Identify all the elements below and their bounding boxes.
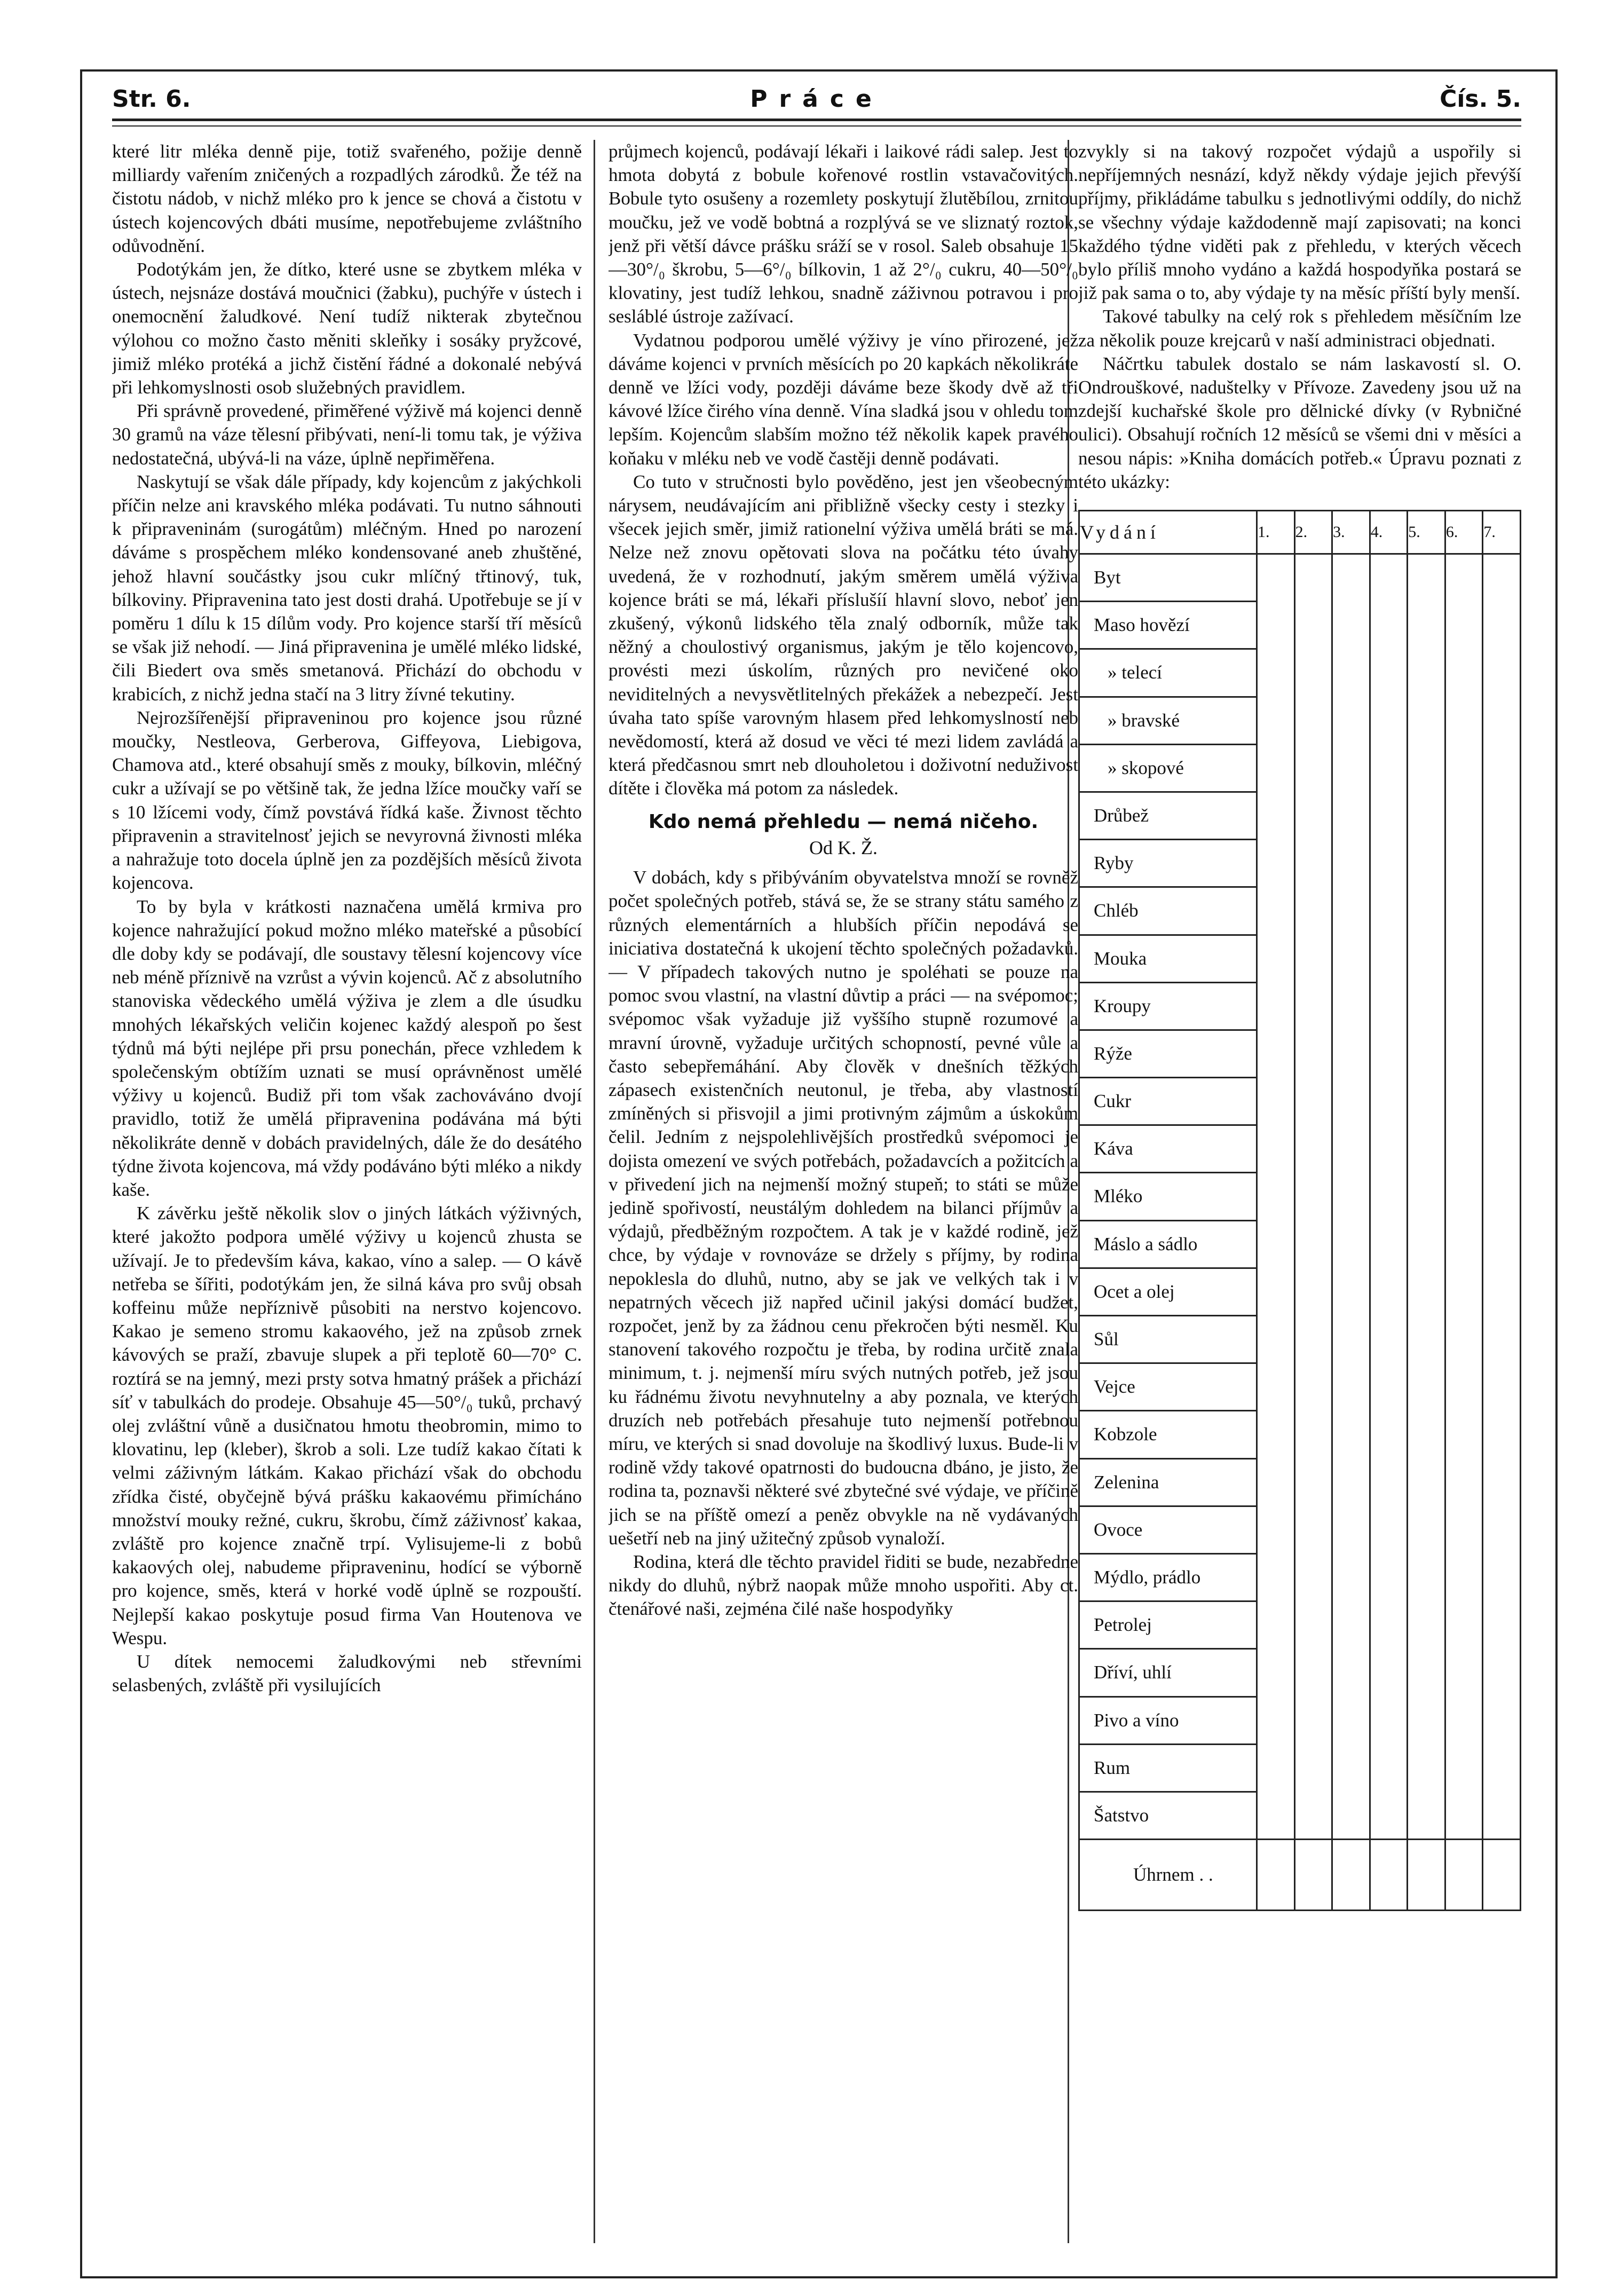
day-cell bbox=[1445, 1506, 1483, 1553]
paragraph: Podotýkám jen, že dítko, které usne se zbytkem mléka v ústech, nejsnáze dostává moučnici (žabku), puchýře v ústech i onemocnění žaludkové. Není tudíž nikterak zbytečnou výlohou co možno často měniti skleňky i sosáky pryžcové, jimiž mléko protéká a jichž čistění řádné a dokonalé nebývá při lehkomyslnosti osob služebných pravidlem. bbox=[112, 259, 582, 398]
day-cell bbox=[1332, 887, 1370, 935]
day-cell bbox=[1408, 1268, 1445, 1315]
table-row bbox=[1079, 792, 1521, 839]
paragraph: průjmech kojenců, podávají lékaři i laikové rádi salep. Jest to hmota dobytá z bobule kořenové rostlin vstavačovitých. Bobule tyto osušeny a rozemlety poskytují žlutěbílou, zrnitou moučku, jež ve vodě bobtná a rozplývá se ve sliznatý roztok, jenž při větší dávce prášku sráží se v rosol. Saleb obsahuje 15—30°/₀ škrobu, 5—6°/₀ bílkovin, 1 až 2°/₀ cukru, 40—50°/₀ klovatiny, jest tudíž lehkou, snadně záživnou potravou i pro sesláblé ústroje zažívací. bbox=[609, 141, 1078, 327]
day-cell bbox=[1257, 1030, 1295, 1077]
day-cell bbox=[1445, 1649, 1483, 1697]
day-cell bbox=[1294, 982, 1332, 1030]
day-cell bbox=[1294, 697, 1332, 744]
day-cell bbox=[1408, 1458, 1445, 1506]
day-cell bbox=[1445, 1553, 1483, 1601]
day-cell bbox=[1408, 1363, 1445, 1411]
day-cell bbox=[1483, 1411, 1521, 1458]
day-cell bbox=[1483, 1125, 1521, 1173]
table-row bbox=[1079, 1458, 1521, 1506]
day-cell bbox=[1483, 649, 1521, 697]
day-cell bbox=[1445, 602, 1483, 649]
day-cell bbox=[1483, 1601, 1521, 1649]
day-cell bbox=[1257, 840, 1295, 887]
day-cell bbox=[1332, 1363, 1370, 1411]
total-cell bbox=[1370, 1840, 1408, 1911]
day-cell bbox=[1370, 1553, 1408, 1601]
day-cell bbox=[1294, 887, 1332, 935]
day-cell bbox=[1257, 935, 1295, 982]
day-cell bbox=[1408, 1411, 1445, 1458]
day-cell bbox=[1370, 1125, 1408, 1173]
day-cell bbox=[1370, 982, 1408, 1030]
paragraph: Naskytují se však dále případy, kdy kojencům z jakýchkoli příčin nelze ani kravského mléka podávati. Tu nutno sáhnouti k připraveninám (surogátům) mléčným. Hned po narození dáváme s prospěchem mléko kondensované aneb zhuštěné, jehož hlavní součástky jsou cukr mlíčný třtinový, tuk, bílkoviny. Připravenina tato jest dosti drahá. Upotřebuje se jí v poměru 1 dílu k 15 dílům vody. Pro kojence starší tří měsíců se však již nehodí. — Jiná připravenina je umělé mléko lidské, čili Biedert ova směs smetanová. Přichází do obchodu v krabicích, z nichž jedna stačí na 3 litry žívné tekutiny. bbox=[112, 471, 582, 705]
page-number: Str. 6. bbox=[112, 85, 191, 113]
day-cell bbox=[1408, 887, 1445, 935]
day-cell bbox=[1445, 1411, 1483, 1458]
day-cell bbox=[1445, 1316, 1483, 1363]
paragraph: U dítek nemocemi žaludkovými neb střevními selasbených, zvláště při vysilujících bbox=[112, 1651, 582, 1696]
day-cell bbox=[1294, 1601, 1332, 1649]
day-cell bbox=[1370, 1173, 1408, 1220]
day-cell bbox=[1483, 1506, 1521, 1553]
day-cell bbox=[1257, 792, 1295, 839]
day-cell bbox=[1370, 1220, 1408, 1268]
day-cell bbox=[1332, 744, 1370, 792]
day-cell bbox=[1483, 792, 1521, 839]
expense-table bbox=[1078, 510, 1521, 1911]
column-rule-1 bbox=[594, 140, 595, 2243]
day-cell bbox=[1370, 1316, 1408, 1363]
expense-category: Ocet a olej bbox=[1079, 1268, 1257, 1315]
day-cell bbox=[1445, 697, 1483, 744]
day-cell bbox=[1408, 1030, 1445, 1077]
day-cell bbox=[1370, 1458, 1408, 1506]
table-row bbox=[1079, 697, 1521, 744]
day-cell bbox=[1332, 1173, 1370, 1220]
paragraph: Co tuto v stručnosti bylo pověděno, jest jen všeobecným nárysem, neudávajícím ani přibližně všecky cesty i stezky i všecek jejich směr, jimiž rationelní výživa umělá bráti se má. Nelze než znovu opětovati slova na počátku této úvahy uvedená, že v rozhodnutí, jakým směrem umělá výživa kojence bráti se má, lékaři příslušíí hlavní slovo, neboť jen zkušený, výkonů lidského těla znalý odborník, může tak něžný a choulostivý organismus, jakým je tělo kojencovo, provésti mezi úskolím, různých pro nevičené oko neviditelných a nevysvětlitelných překážek a nebezpečí. Jest úvaha tato spíše varovným hlasem před lehkomyslností neb nevědomostí, která až dosud ve věci té mezi lidem zavládá a která předčasnou smrt neb dlouholetou i doživotní neduživost dítěte i člověka má potom za následek. bbox=[609, 471, 1078, 799]
day-cell bbox=[1294, 1697, 1332, 1744]
table-row bbox=[1079, 1030, 1521, 1077]
paragraph: Nejrozšířenější připraveninou pro kojence jsou různé moučky, Nestleova, Gerberova, Giffeyova, Liebigova, Chamova atd., které obsahují směs z mouky, bílkovin, mléčný cukr a užívají se po většině tak, že jedna lžíce moučky vaří se s 10 lžícemi vody, čímž povstává řídká kaše. Živnost těchto připravenin a stravitelnosť jejich se nevyrovná živnosti mléka a nahražuje toto docela úplně jen za pozdějších měsíců života kojencova. bbox=[112, 707, 582, 894]
table-row bbox=[1079, 744, 1521, 792]
table-row bbox=[1079, 1173, 1521, 1220]
day-cell bbox=[1257, 1553, 1295, 1601]
day-cell bbox=[1257, 1268, 1295, 1315]
day-cell bbox=[1445, 744, 1483, 792]
issue-number: Čís. 5. bbox=[1440, 85, 1521, 113]
day-header: 3. bbox=[1332, 511, 1370, 554]
day-cell bbox=[1370, 554, 1408, 602]
expense-category: Pivo a víno bbox=[1079, 1697, 1257, 1744]
expense-category: Máslo a sádlo bbox=[1079, 1220, 1257, 1268]
day-cell bbox=[1408, 602, 1445, 649]
day-cell bbox=[1483, 1078, 1521, 1125]
day-cell bbox=[1408, 1506, 1445, 1553]
table-row bbox=[1079, 554, 1521, 602]
day-cell bbox=[1257, 1363, 1295, 1411]
day-cell bbox=[1294, 1268, 1332, 1315]
day-cell bbox=[1408, 840, 1445, 887]
day-cell bbox=[1257, 744, 1295, 792]
total-cell bbox=[1294, 1840, 1332, 1911]
table-row bbox=[1079, 1553, 1521, 1601]
day-cell bbox=[1294, 1078, 1332, 1125]
day-cell bbox=[1257, 1125, 1295, 1173]
expense-category: Káva bbox=[1079, 1125, 1257, 1173]
day-cell bbox=[1370, 649, 1408, 697]
expense-category: » bravské bbox=[1079, 697, 1257, 744]
day-cell bbox=[1294, 744, 1332, 792]
article-title: Kdo nemá přehledu — nemá ničeho. bbox=[648, 810, 1039, 833]
article-byline: Od K. Ž. bbox=[809, 837, 878, 858]
day-cell bbox=[1445, 1173, 1483, 1220]
total-cell bbox=[1408, 1840, 1445, 1911]
day-cell bbox=[1257, 554, 1295, 602]
day-cell bbox=[1257, 1458, 1295, 1506]
day-header: 5. bbox=[1408, 511, 1445, 554]
expense-category: » telecí bbox=[1079, 649, 1257, 697]
day-cell bbox=[1294, 1173, 1332, 1220]
day-cell bbox=[1445, 1030, 1483, 1077]
day-cell bbox=[1294, 1030, 1332, 1077]
day-cell bbox=[1445, 649, 1483, 697]
day-cell bbox=[1257, 1173, 1295, 1220]
day-cell bbox=[1408, 935, 1445, 982]
table-row bbox=[1079, 1363, 1521, 1411]
table-row bbox=[1079, 1792, 1521, 1839]
day-cell bbox=[1370, 744, 1408, 792]
day-header: 2. bbox=[1294, 511, 1332, 554]
day-cell bbox=[1483, 602, 1521, 649]
day-cell bbox=[1294, 1744, 1332, 1792]
day-cell bbox=[1408, 1078, 1445, 1125]
day-cell bbox=[1408, 1125, 1445, 1173]
expense-category: Drůbež bbox=[1079, 792, 1257, 839]
day-cell bbox=[1483, 554, 1521, 602]
day-cell bbox=[1483, 982, 1521, 1030]
expense-category: Dříví, uhlí bbox=[1079, 1649, 1257, 1697]
day-cell bbox=[1332, 1030, 1370, 1077]
day-cell bbox=[1483, 1173, 1521, 1220]
day-cell bbox=[1370, 792, 1408, 839]
day-cell bbox=[1408, 1697, 1445, 1744]
day-cell bbox=[1294, 1363, 1332, 1411]
journal-title: Práce bbox=[750, 85, 883, 113]
table-row bbox=[1079, 1506, 1521, 1553]
day-cell bbox=[1332, 935, 1370, 982]
day-cell bbox=[1370, 1649, 1408, 1697]
day-cell bbox=[1332, 1125, 1370, 1173]
day-cell bbox=[1294, 1506, 1332, 1553]
paragraph: V dobách, kdy s přibýváním obyvatelstva množí se rovněž počet společných potřeb, stává se, že se strany státu samého z různých elementárních a hlubších příčin nepodává se iniciativa dostatečná k ukojení těchto společných požadavků. — V případech takových nutno je spoléhati se pouze na pomoc svou vlastní, na vlastní důvtip a práci — na svépomoc; svépomoc však vyžaduje již vyššího stupně rozumové a mravní úrovně, vyžaduje určitých schopností, pevné vůle a často sebepřemáhání. Aby člověk v dnešních těžkých zápasech existenčních neutonul, je třeba, aby vlastností zmíněných si přisvojil a jimi protivným zájmům a úskokům čelil. Jedním z nejspolehlivějších prostředků svépomoci je dojista omezení ve svých potřebách, požadavcích a požitcích a v přivedení jich na nejmenší možný stupeň; to státi se může jedině spořivostí, neustálým dohledem na bilanci příjmův a výdajů, předběžným rozpočtem. A tak je v každé rodině, jež chce, by výdaje v rovnováze se držely s příjmy, by rodina nepoklesla do dluhů, nutno, aby se jak ve velkých tak i v nepatrných věcech již napřed učinil jakýsi domácí budžet, rozpočet, jenž by za žádnou cenu překročen býti nesměl. Ku stanovení takového rozpočtu je třeba, by rodina určitě znala minimum, t. j. nejmenší míru svých nutných potřeb, jež jsou ku řádnému životu nevyhnutelny a aby poznala, ve kterých druzích neb potřebách přesahuje tuto nejmenší potřebnou míru, ve kterých si snad dovoluje na škodlivý luxus. Bude-li v rodině vždy takové opatrnosti do budoucna dbáno, je jisto, že rodina ta, poznavši některé své zbytečné své výdaje, ve příčině jich se na příště omezí a peněz obvykle na ně vydávaných uešetří neb na jiný užitečný způsob vynaloží. bbox=[609, 867, 1078, 1549]
day-cell bbox=[1408, 982, 1445, 1030]
day-cell bbox=[1332, 1744, 1370, 1792]
day-cell bbox=[1408, 697, 1445, 744]
day-cell bbox=[1408, 1316, 1445, 1363]
day-cell bbox=[1408, 744, 1445, 792]
day-cell bbox=[1332, 649, 1370, 697]
day-cell bbox=[1257, 1316, 1295, 1363]
day-cell bbox=[1445, 887, 1483, 935]
day-cell bbox=[1370, 840, 1408, 887]
total-label: Úhrnem . . bbox=[1079, 1840, 1257, 1911]
total-row bbox=[1079, 1840, 1521, 1911]
day-cell bbox=[1257, 1601, 1295, 1649]
day-cell bbox=[1257, 1697, 1295, 1744]
day-cell bbox=[1332, 792, 1370, 839]
day-cell bbox=[1408, 554, 1445, 602]
expense-category: Rýže bbox=[1079, 1030, 1257, 1077]
expense-category: Mýdlo, prádlo bbox=[1079, 1553, 1257, 1601]
day-cell bbox=[1445, 1363, 1483, 1411]
day-cell bbox=[1370, 935, 1408, 982]
day-cell bbox=[1332, 1649, 1370, 1697]
day-cell bbox=[1483, 887, 1521, 935]
day-cell bbox=[1294, 1553, 1332, 1601]
day-header: 7. bbox=[1483, 511, 1521, 554]
day-cell bbox=[1370, 1030, 1408, 1077]
paragraph: Při správně provedené, přiměřené výživě má kojenci denně 30 gramů na váze tělesní přibývati, není-li tomu tak, je výživa nedostatečná, ubývá-li na váze, úplně nepřiměřena. bbox=[112, 400, 582, 469]
day-cell bbox=[1483, 1553, 1521, 1601]
day-cell bbox=[1408, 792, 1445, 839]
total-cell bbox=[1332, 1840, 1370, 1911]
day-cell bbox=[1332, 697, 1370, 744]
day-cell bbox=[1408, 1792, 1445, 1839]
day-cell bbox=[1445, 1220, 1483, 1268]
day-cell bbox=[1408, 1173, 1445, 1220]
expense-category: Vejce bbox=[1079, 1363, 1257, 1411]
day-cell bbox=[1408, 1220, 1445, 1268]
table-row bbox=[1079, 1316, 1521, 1363]
table-row bbox=[1079, 649, 1521, 697]
paragraph: K závěrku ještě několik slov o jiných látkách výživných, které jakožto podpora umělé výživy u kojenců zhusta se užívají. Je to především káva, kakao, víno a salep. — O kávě netřeba se šířiti, podotýkám jen, že silná káva pro svůj obsah koffeinu může nepříznivě působiti na nerstvo kojencovo. Kakao je semeno stromu kakaového, jež na způsob zrnek kávových se praží, zbavuje slupek a při teplotě 60—70° C. roztírá se na jemný, mezi prsty sotva hmatný prášek a přichází síť v tabulkách do prodeje. Obsahuje 45—50°/₀ tuků, prchavý olej zvláštní vůně a dusičnatou hmotu theobromin, mimo to klovatinu, lep (kleber), škrob a soli. Lze tudíž kakao čítati k velmi záživným látkám. Kakao přichází však do obchodu zřídka čisté, obyčejně bývá prášku kakaovému přimícháno množství mouky režné, cukru, škrobu, čímž záživnosť kakaa, zvláště pro kojence značně trpí. Vylisujeme-li z bobů kakaových olej, nabudeme připraveninu, hodící se výborně pro kojence, směs, která v horké vodě úplně se rozpouští. Nejlepší kakao poskytuje posud firma Van Houtenova ve Wespu. bbox=[112, 1203, 582, 1648]
paragraph: Vydatnou podporou umělé výživy je víno přirozené, jež dáváme kojenci v prvních měsících po 20 kapkách několikráte denně ve lžíci vody, později dáváme beze škody dvě až tři kávové lžíce čirého vína denně. Vína sladká jsou v ohledu tom lepším. Kojencům slabším možno též několik kapek pravého koňaku v mléku neb ve vodě častěji denně podávati. bbox=[609, 329, 1078, 469]
day-cell bbox=[1483, 1697, 1521, 1744]
day-cell bbox=[1483, 1030, 1521, 1077]
day-cell bbox=[1257, 649, 1295, 697]
paragraph: Náčrtku tabulek dostalo se nám laskavostí sl. O. Ondrouškové, naduštelky v Přívoze. Zavedeny jsou už na zdejší kuchařské škole pro dělnické dívky (v Rybničné ulici). Obsahují ročních 12 měsíců se všemi dni v měsíci a nesou nápis: »Kniha domácích potřeb.« Úpravu poznati z této ukázky: bbox=[1078, 353, 1521, 492]
column-2 bbox=[609, 140, 1078, 2243]
expense-category: » skopové bbox=[1079, 744, 1257, 792]
day-cell bbox=[1294, 935, 1332, 982]
day-cell bbox=[1257, 1411, 1295, 1458]
day-cell bbox=[1370, 1078, 1408, 1125]
expense-category: Mouka bbox=[1079, 935, 1257, 982]
total-cell bbox=[1257, 1840, 1295, 1911]
day-cell bbox=[1483, 840, 1521, 887]
day-cell bbox=[1445, 840, 1483, 887]
table-header-row bbox=[1079, 511, 1521, 554]
total-cell bbox=[1445, 1840, 1483, 1911]
day-cell bbox=[1294, 1316, 1332, 1363]
day-cell bbox=[1332, 1601, 1370, 1649]
expense-category: Mléko bbox=[1079, 1173, 1257, 1220]
day-cell bbox=[1483, 1268, 1521, 1315]
paragraph: Takové tabulky na celý rok s přehledem měsíčním lze za několik pouze krejcarů v naší administraci objednati. bbox=[1078, 306, 1521, 351]
table-row bbox=[1079, 1078, 1521, 1125]
day-cell bbox=[1445, 554, 1483, 602]
table-row bbox=[1079, 1744, 1521, 1792]
paragraph: zvykly si na takový rozpočet výdajů a uspořily si nepříjemných nesnází, když někdy výdaje jejich převýší příjmy, přikládáme tabulku s jednotlivými oddíly, do nichž se všechny výdaje každodenně mají zapisovati; na konci každého týdne viděti pak z přehledu, v kterých věcech bylo příliš mnoho vydáno a každá hospodyňka postará se již pak sama o to, aby výdaje ty na měsíc příští byly menší. bbox=[1078, 141, 1521, 304]
day-cell bbox=[1332, 1316, 1370, 1363]
expense-category: Kroupy bbox=[1079, 982, 1257, 1030]
day-cell bbox=[1294, 1125, 1332, 1173]
day-cell bbox=[1257, 1506, 1295, 1553]
day-cell bbox=[1332, 982, 1370, 1030]
expense-category: Petrolej bbox=[1079, 1601, 1257, 1649]
day-cell bbox=[1294, 792, 1332, 839]
day-cell bbox=[1257, 1078, 1295, 1125]
day-cell bbox=[1332, 1553, 1370, 1601]
column-3 bbox=[1078, 140, 1521, 2243]
day-cell bbox=[1483, 935, 1521, 982]
day-cell bbox=[1445, 1792, 1483, 1839]
table-row bbox=[1079, 1601, 1521, 1649]
expense-category: Ovoce bbox=[1079, 1506, 1257, 1553]
page-header bbox=[112, 80, 1521, 117]
day-cell bbox=[1483, 1220, 1521, 1268]
expense-category: Chléb bbox=[1079, 887, 1257, 935]
header-rule bbox=[112, 119, 1521, 127]
expense-category: Byt bbox=[1079, 554, 1257, 602]
day-cell bbox=[1332, 1458, 1370, 1506]
day-cell bbox=[1483, 1316, 1521, 1363]
day-cell bbox=[1445, 1458, 1483, 1506]
day-cell bbox=[1332, 1220, 1370, 1268]
day-cell bbox=[1370, 1268, 1408, 1315]
day-cell bbox=[1445, 1697, 1483, 1744]
day-cell bbox=[1483, 1744, 1521, 1792]
day-cell bbox=[1332, 1268, 1370, 1315]
day-cell bbox=[1408, 1553, 1445, 1601]
day-cell bbox=[1370, 1697, 1408, 1744]
day-cell bbox=[1294, 554, 1332, 602]
expense-category: Maso hovězí bbox=[1079, 602, 1257, 649]
total-cell bbox=[1483, 1840, 1521, 1911]
paragraph: které litr mléka denně pije, totiž svařeného, požije denně milliardy vařením zničených a rozpadlých zárodků. Že též na čistotu nádob, v nichž mléko pro k jence se chová a čistotu v ústech kojencových dbáti musíme, nepotřebujeme zvláštního odůvodnění. bbox=[112, 141, 582, 256]
day-cell bbox=[1332, 554, 1370, 602]
day-cell bbox=[1408, 1601, 1445, 1649]
day-header: 4. bbox=[1370, 511, 1408, 554]
day-cell bbox=[1257, 1792, 1295, 1839]
day-cell bbox=[1445, 1268, 1483, 1315]
paragraph: Rodina, která dle těchto pravidel řiditi se bude, nezabředne nikdy do dluhů, nýbrž naopak může mnoho uspořiti. Aby ct. čtenářové naši, zejména čilé naše hospodyňky bbox=[609, 1551, 1078, 1620]
day-cell bbox=[1294, 840, 1332, 887]
day-cell bbox=[1294, 1458, 1332, 1506]
table-row bbox=[1079, 935, 1521, 982]
day-cell bbox=[1445, 1078, 1483, 1125]
paragraph: To by byla v krátkosti naznačena umělá krmiva pro kojence nahražující pokud možno mléko mateřské a působící dle doby kdy se podávají, dle soustavy tělesní kojencovy více neb méně příznivě na vzrůst a vývin kojenců. Ač z absolutního stanoviska vědeckého umělá výživa je zlem a dle úsudku mnohých lékařských veličin kojenec každý alespoň po šest týdnů má býti nejlépe při prsu ponechán, přece vzhledem k společenským obtížím uznati se musí oprávněnost umělé výživy u kojenců. Budiž při tom však zachováváno dvojí pravidlo, totiž že umělá připravenina podávána má býti několikráte denně v dobách pravidelných, dále že do desátého týdne života kojencova, má vždy podáváno býti mléko a nikdy kaše. bbox=[112, 896, 582, 1200]
expense-category: Ryby bbox=[1079, 840, 1257, 887]
day-cell bbox=[1445, 935, 1483, 982]
day-cell bbox=[1483, 1363, 1521, 1411]
day-cell bbox=[1370, 1506, 1408, 1553]
table-row bbox=[1079, 1649, 1521, 1697]
day-cell bbox=[1294, 602, 1332, 649]
day-cell bbox=[1332, 602, 1370, 649]
day-cell bbox=[1370, 602, 1408, 649]
table-row bbox=[1079, 887, 1521, 935]
table-row bbox=[1079, 1268, 1521, 1315]
day-cell bbox=[1370, 887, 1408, 935]
day-cell bbox=[1257, 1649, 1295, 1697]
day-cell bbox=[1370, 1792, 1408, 1839]
day-cell bbox=[1445, 1744, 1483, 1792]
day-cell bbox=[1294, 1411, 1332, 1458]
day-cell bbox=[1257, 602, 1295, 649]
day-cell bbox=[1408, 1744, 1445, 1792]
day-cell bbox=[1294, 1649, 1332, 1697]
table-row bbox=[1079, 1220, 1521, 1268]
table-row bbox=[1079, 602, 1521, 649]
day-cell bbox=[1483, 1792, 1521, 1839]
day-cell bbox=[1332, 1697, 1370, 1744]
day-cell bbox=[1370, 697, 1408, 744]
day-cell bbox=[1294, 649, 1332, 697]
day-cell bbox=[1483, 1649, 1521, 1697]
day-cell bbox=[1370, 1601, 1408, 1649]
day-cell bbox=[1257, 1744, 1295, 1792]
day-cell bbox=[1445, 1601, 1483, 1649]
table-row bbox=[1079, 982, 1521, 1030]
day-cell bbox=[1257, 982, 1295, 1030]
expense-category: Kobzole bbox=[1079, 1411, 1257, 1458]
day-cell bbox=[1370, 1411, 1408, 1458]
day-cell bbox=[1445, 1125, 1483, 1173]
day-cell bbox=[1408, 649, 1445, 697]
table-header-vydani: Vydání bbox=[1079, 511, 1257, 554]
day-cell bbox=[1370, 1744, 1408, 1792]
expense-category: Rum bbox=[1079, 1744, 1257, 1792]
expense-table-wrap bbox=[1078, 510, 1521, 1911]
column-1 bbox=[112, 140, 582, 2243]
day-cell bbox=[1445, 792, 1483, 839]
day-header: 1. bbox=[1257, 511, 1295, 554]
day-cell bbox=[1483, 697, 1521, 744]
day-cell bbox=[1408, 1649, 1445, 1697]
table-row bbox=[1079, 840, 1521, 887]
day-cell bbox=[1332, 1078, 1370, 1125]
day-cell bbox=[1294, 1220, 1332, 1268]
day-cell bbox=[1483, 744, 1521, 792]
day-cell bbox=[1445, 982, 1483, 1030]
expense-category: Zelenina bbox=[1079, 1458, 1257, 1506]
day-cell bbox=[1257, 697, 1295, 744]
day-cell bbox=[1332, 840, 1370, 887]
day-cell bbox=[1257, 887, 1295, 935]
expense-category: Šatstvo bbox=[1079, 1792, 1257, 1839]
day-header: 6. bbox=[1445, 511, 1483, 554]
table-row bbox=[1079, 1697, 1521, 1744]
day-cell bbox=[1294, 1792, 1332, 1839]
day-cell bbox=[1332, 1411, 1370, 1458]
table-row bbox=[1079, 1125, 1521, 1173]
expense-category: Cukr bbox=[1079, 1078, 1257, 1125]
day-cell bbox=[1370, 1363, 1408, 1411]
day-cell bbox=[1332, 1506, 1370, 1553]
day-cell bbox=[1332, 1792, 1370, 1839]
expense-category: Sůl bbox=[1079, 1316, 1257, 1363]
day-cell bbox=[1483, 1458, 1521, 1506]
day-cell bbox=[1257, 1220, 1295, 1268]
table-row bbox=[1079, 1411, 1521, 1458]
